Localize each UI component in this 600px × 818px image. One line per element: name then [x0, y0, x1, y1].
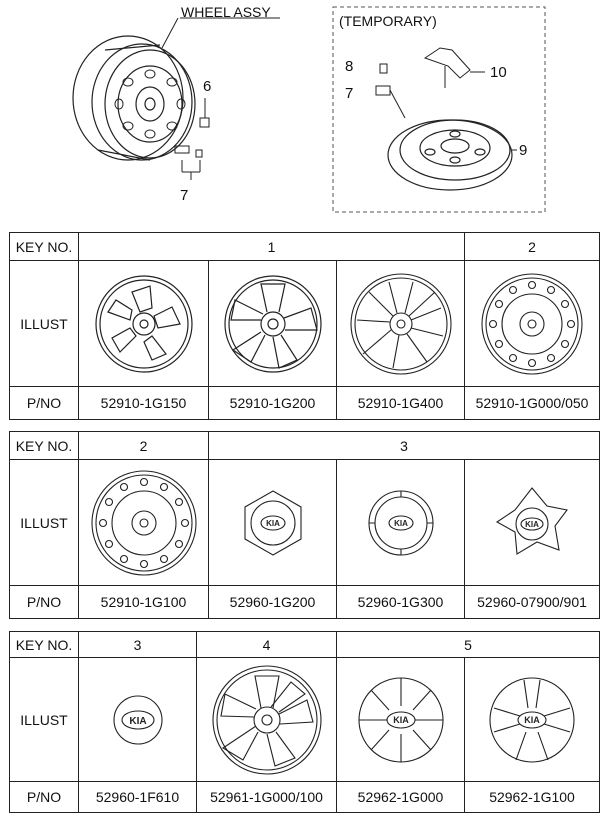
part-number: 52960-1F610 — [79, 782, 197, 813]
illust-emblem-1f610 — [79, 658, 197, 782]
svg-text:KIA: KIA — [128, 715, 147, 727]
part-number: 52962-1G000 — [337, 782, 465, 813]
part-number: 52961-1G000/100 — [197, 782, 337, 813]
temporary-valve-drawing — [376, 64, 405, 118]
part-number: 52962-1G100 — [465, 782, 600, 813]
temporary-dashed-box — [333, 7, 545, 212]
part-number: 52910-1G200 — [209, 387, 337, 420]
part-number: 52910-1G400 — [337, 387, 465, 420]
illust-steel-wheel-1g000 — [465, 261, 600, 387]
key-3: 3 — [79, 632, 197, 658]
svg-text:KIA: KIA — [525, 519, 539, 529]
callout-10: 10 — [490, 64, 507, 81]
illust-steel-wheel-1g100 — [79, 460, 209, 586]
parts-table-1 — [9, 232, 600, 420]
bracket-drawing — [425, 48, 485, 88]
illust-label: ILLUST — [10, 658, 79, 782]
illust-alloy-wheel-1g200 — [209, 261, 337, 387]
svg-text:KIA: KIA — [265, 518, 280, 528]
wheel-assy-label: WHEEL ASSY — [181, 4, 271, 20]
top-illustration — [0, 0, 600, 220]
key-5: 5 — [337, 632, 600, 658]
lug-nut-drawing — [200, 98, 209, 127]
key-3: 3 — [209, 432, 600, 460]
valve-drawing — [175, 146, 202, 180]
wheel-assy-drawing — [73, 36, 195, 160]
key-2: 2 — [465, 233, 600, 261]
illust-alloy-wheel-1g000-100 — [197, 658, 337, 782]
part-number: 52960-07900/901 — [465, 586, 600, 619]
svg-text:KIA: KIA — [392, 714, 409, 725]
parts-table-2 — [9, 431, 600, 619]
illust-label: ILLUST — [10, 460, 79, 586]
pno-label: P/NO — [10, 586, 79, 619]
pno-label: P/NO — [10, 782, 79, 813]
svg-text:KIA: KIA — [524, 714, 540, 725]
illust-alloy-wheel-1g400 — [337, 261, 465, 387]
part-number: 52910-1G100 — [79, 586, 209, 619]
parts-table-3 — [9, 631, 600, 813]
callout-6: 6 — [203, 78, 212, 95]
key-no-header: KEY NO. — [10, 233, 79, 261]
callout-7: 7 — [180, 187, 189, 204]
callout-7-temporary: 7 — [345, 85, 354, 102]
key-1: 1 — [79, 233, 465, 261]
illust-wheel-cover-1g100 — [465, 658, 600, 782]
illust-center-cap-1g300 — [337, 460, 465, 586]
key-no-header: KEY NO. — [10, 632, 79, 658]
part-number: 52910-1G000/050 — [465, 387, 600, 420]
temporary-label: (TEMPORARY) — [339, 13, 437, 29]
callout-8: 8 — [345, 58, 354, 75]
illust-wheel-cover-1g000 — [337, 658, 465, 782]
wheel-assy-leader — [162, 18, 178, 48]
illust-center-cap-1g200 — [209, 460, 337, 586]
temporary-wheel-drawing — [388, 120, 512, 190]
key-no-header: KEY NO. — [10, 432, 79, 460]
key-4: 4 — [197, 632, 337, 658]
part-number: 52960-1G200 — [209, 586, 337, 619]
key-2: 2 — [79, 432, 209, 460]
illust-center-cap-07900 — [465, 460, 600, 586]
svg-text:KIA: KIA — [393, 518, 408, 528]
illust-alloy-wheel-1g150 — [79, 261, 209, 387]
part-number: 52910-1G150 — [79, 387, 209, 420]
illust-label: ILLUST — [10, 261, 79, 387]
callout-9: 9 — [519, 142, 528, 159]
pno-label: P/NO — [10, 387, 79, 420]
part-number: 52960-1G300 — [337, 586, 465, 619]
